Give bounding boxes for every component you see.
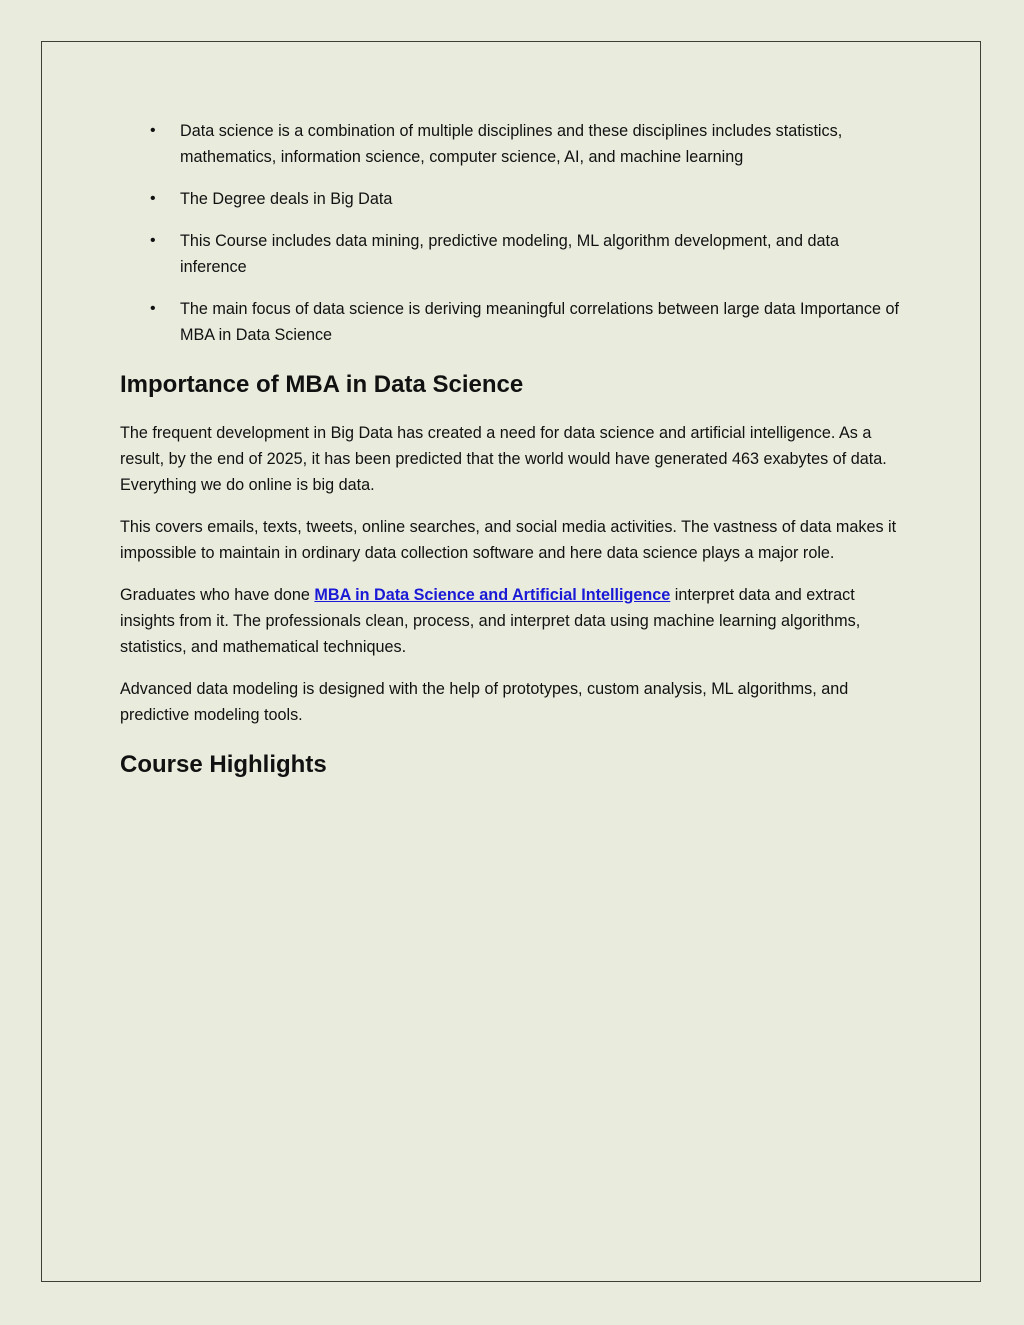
bullet-icon: • [150,300,156,317]
bullet-icon: • [150,190,156,207]
paragraph-big-data: The frequent development in Big Data has created a need for data science and artificial intelligence. As a result, by the end of 2025, it has been predicted that the world would have generated 463 exabytes of data. Everything we do online is big data. [120,424,887,494]
paragraph-vastness: This covers emails, texts, tweets, online searches, and social media activities. The vastness of data makes it impossible to maintain in ordinary data collection software and here data science plays a major role. [120,518,897,562]
list-item [120,296,910,348]
document-content [120,118,910,800]
list-item [120,228,910,280]
bullet-icon: • [150,232,156,249]
section-heading-course-highlights: Course Highlights [120,751,327,778]
paragraph-text: Graduates who have done [120,586,315,604]
paragraph-advanced-modeling: Advanced data modeling is designed with the help of prototypes, custom analysis, ML algorithms, and predictive modeling tools. [120,680,849,724]
list-item-text: The Degree deals in Big Data [180,190,393,208]
list-item-text: This Course includes data mining, predictive modeling, ML algorithm development, and data inference [180,232,839,276]
bullet-icon: • [150,122,156,139]
list-item [120,186,910,212]
mba-data-science-link[interactable]: MBA in Data Science and Artificial Intelligence [314,586,671,604]
bullet-list [120,118,910,348]
section-heading-importance: Importance of MBA in Data Science [120,371,524,398]
list-item-text: The main focus of data science is deriving meaningful correlations between large data Importance of MBA in Data Science [180,300,899,344]
paragraph-text: interpret data and extract insights from it. The professionals clean, process, and interpret data using machine learning algorithms, statistics, and mathematical techniques. [120,586,861,656]
list-item [120,118,910,170]
list-item-text: Data science is a combination of multiple disciplines and these disciplines includes statistics, mathematics, information science, computer science, AI, and machine learning [180,122,843,166]
paragraph-graduates [120,582,910,660]
